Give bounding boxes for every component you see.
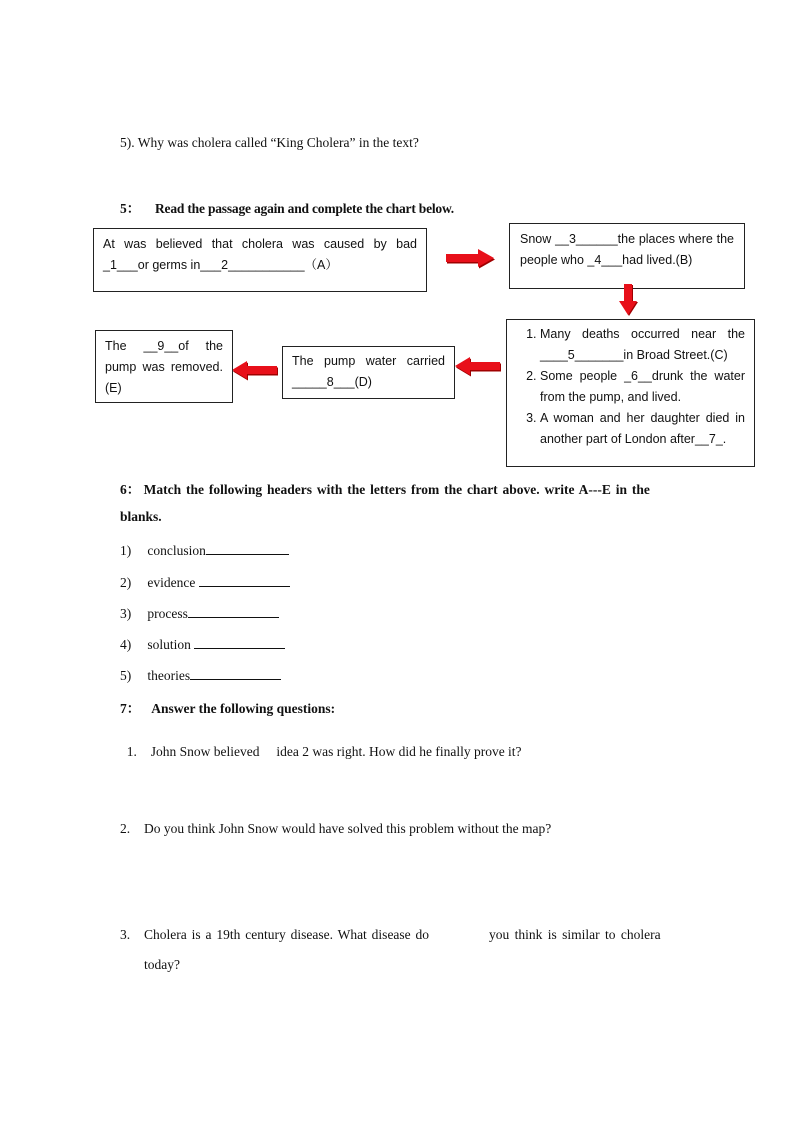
answer-blank[interactable] (190, 665, 281, 680)
section-5-title: Read the passage again and complete the chart below. (155, 201, 454, 216)
question-king-cholera: 5). Why was cholera called “King Cholera” in the text? (120, 135, 419, 150)
match-item-label: process (147, 606, 188, 621)
chart-box-c (506, 319, 755, 467)
question-3-cont: today? (144, 957, 180, 972)
evidence-item-2: 2. Some people _6__drunk the water from the pump, and lived. (540, 366, 745, 408)
match-item-conclusion (120, 540, 289, 559)
arrow-right-icon (444, 246, 496, 270)
section-6-number: 6： (120, 482, 141, 497)
chart-box-d: The pump water carried _____8___(D) (282, 346, 455, 399)
match-item-label: evidence (147, 575, 199, 590)
question-3 (120, 927, 680, 943)
chart-box-e: The __9__of the pump was removed.(E) (95, 330, 233, 403)
match-item-label: conclusion (147, 543, 206, 558)
match-item-theories (120, 665, 281, 684)
evidence-item-1: 1. Many deaths occurred near the ____5_______in Broad Street.(C) (540, 324, 745, 366)
section-6-title: Match the following headers with the letters from the chart above. write A---E in the (143, 482, 650, 497)
answer-blank[interactable] (206, 540, 289, 555)
answer-blank[interactable] (199, 572, 290, 587)
match-item-number: 4) (120, 637, 132, 652)
question-text-cont: you think is similar to cholera (489, 927, 661, 942)
section-6-heading (120, 478, 680, 498)
question-number: 1. (126, 744, 137, 759)
answer-blank[interactable] (194, 634, 285, 649)
question-number: 3. (120, 927, 131, 942)
section-7-title: Answer the following questions: (151, 701, 336, 716)
question-1 (120, 728, 522, 760)
match-item-label: theories (147, 668, 191, 683)
arrow-left-icon (231, 358, 279, 382)
question-text: Do you think John Snow would have solved this problem without the map? (144, 821, 552, 836)
arrow-down-icon (617, 283, 639, 317)
match-item-number: 1) (120, 543, 132, 558)
question-number: 2. (120, 821, 131, 836)
question-text: Cholera is a 19th century disease. What disease do (144, 927, 430, 942)
section-7-heading (120, 697, 335, 717)
section-5-number: 5： (120, 201, 141, 216)
match-item-number: 3) (120, 606, 132, 621)
chart-box-a: At was believed that cholera was caused by bad _1___or germs in___2___________（A） (93, 228, 427, 292)
section-5-heading (120, 197, 454, 217)
match-item-evidence (120, 572, 290, 591)
match-item-label: solution (147, 637, 195, 652)
match-item-number: 2) (120, 575, 132, 590)
question-2 (120, 821, 551, 837)
evidence-item-3: 3. A woman and her daughter died in another part of London after__7_. (540, 408, 745, 450)
arrow-left-icon (454, 354, 502, 378)
match-item-process (120, 603, 279, 622)
chart-box-b: Snow __3______the places where the people who _4___had lived.(B) (509, 223, 745, 289)
answer-blank[interactable] (188, 603, 279, 618)
match-item-number: 5) (120, 668, 132, 683)
question-text: John Snow believed idea 2 was right. How did he finally prove it? (150, 744, 522, 759)
evidence-list (515, 324, 745, 450)
match-item-solution (120, 634, 285, 653)
section-6-heading-cont: blanks. (120, 509, 162, 524)
section-7-number: 7： (120, 701, 141, 716)
